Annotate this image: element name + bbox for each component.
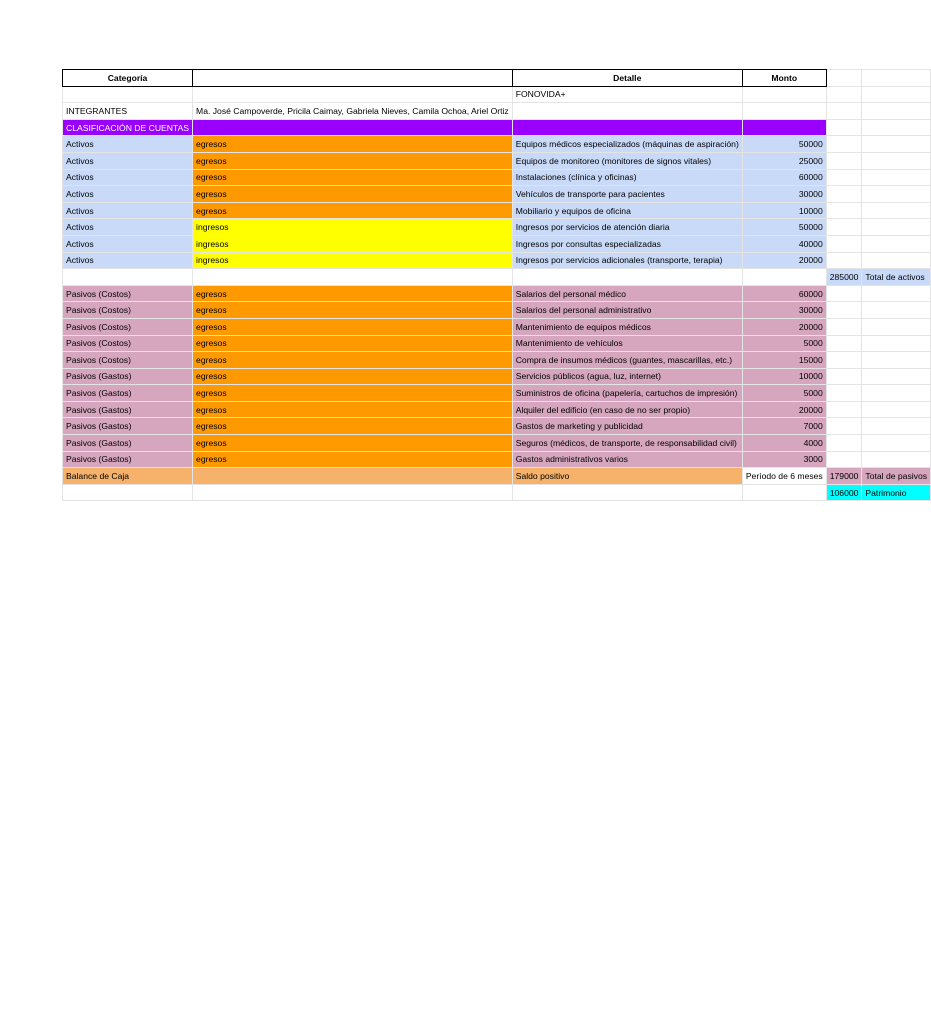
activo-row bbox=[63, 186, 931, 203]
balance-row bbox=[63, 468, 931, 485]
table-cell[interactable]: 15000 bbox=[742, 352, 826, 369]
table-cell[interactable]: egresos bbox=[193, 451, 513, 468]
table-cell[interactable] bbox=[862, 435, 931, 452]
table-cell[interactable]: Pasivos (Costos) bbox=[63, 352, 193, 369]
table-cell[interactable]: egresos bbox=[193, 385, 513, 402]
pasivo-row bbox=[63, 451, 931, 468]
table-cell[interactable]: 60000 bbox=[742, 285, 826, 302]
table-cell[interactable]: 285000 bbox=[826, 269, 862, 286]
table-cell[interactable]: Pasivos (Gastos) bbox=[63, 401, 193, 418]
activo-row bbox=[63, 219, 931, 236]
table-cell[interactable]: 7000 bbox=[742, 418, 826, 435]
activo-row bbox=[63, 169, 931, 186]
table-cell[interactable]: Pasivos (Costos) bbox=[63, 302, 193, 319]
pasivo-row bbox=[63, 368, 931, 385]
table-cell[interactable]: Período de 6 meses bbox=[742, 468, 826, 485]
table-cell[interactable]: Equipos de monitoreo (monitores de signos vitales) bbox=[512, 152, 742, 169]
table-cell[interactable]: Patrimonio bbox=[862, 484, 931, 501]
table-cell[interactable]: 50000 bbox=[742, 219, 826, 236]
table-cell[interactable]: Pasivos (Gastos) bbox=[63, 418, 193, 435]
table-cell[interactable] bbox=[826, 252, 862, 269]
table-cell[interactable]: Total de activos bbox=[862, 269, 931, 286]
table-cell[interactable]: egresos bbox=[193, 318, 513, 335]
table-cell[interactable]: Seguros (médicos, de transporte, de responsabilidad civil) bbox=[512, 435, 742, 452]
table-cell[interactable]: 60000 bbox=[742, 169, 826, 186]
table-cell[interactable] bbox=[742, 269, 826, 286]
table-cell[interactable]: 30000 bbox=[742, 186, 826, 203]
pasivo-row bbox=[63, 418, 931, 435]
table-cell[interactable] bbox=[862, 136, 931, 153]
spreadsheet-table bbox=[62, 69, 931, 501]
table-cell[interactable] bbox=[193, 119, 513, 136]
table-cell[interactable]: Activos bbox=[63, 186, 193, 203]
header-cell[interactable] bbox=[826, 70, 862, 87]
table-cell[interactable]: Gastos administrativos varios bbox=[512, 451, 742, 468]
table-cell[interactable] bbox=[862, 219, 931, 236]
activo-row bbox=[63, 252, 931, 269]
table-cell[interactable]: egresos bbox=[193, 186, 513, 203]
table-cell[interactable]: 50000 bbox=[742, 136, 826, 153]
table-cell[interactable]: 20000 bbox=[742, 401, 826, 418]
table-cell[interactable] bbox=[826, 401, 862, 418]
table-cell[interactable]: Ingresos por servicios de atención diaria bbox=[512, 219, 742, 236]
table-cell[interactable]: egresos bbox=[193, 368, 513, 385]
table-cell[interactable] bbox=[826, 451, 862, 468]
table-cell[interactable]: Saldo positivo bbox=[512, 468, 742, 485]
table-cell[interactable] bbox=[512, 103, 742, 120]
table-cell[interactable] bbox=[512, 119, 742, 136]
table-cell[interactable]: ingresos bbox=[193, 235, 513, 252]
table-cell[interactable]: 20000 bbox=[742, 318, 826, 335]
table-cell[interactable] bbox=[862, 235, 931, 252]
table-cell[interactable]: egresos bbox=[193, 302, 513, 319]
table-cell[interactable]: Pasivos (Gastos) bbox=[63, 385, 193, 402]
table-cell[interactable] bbox=[63, 269, 193, 286]
table-cell[interactable]: Activos bbox=[63, 235, 193, 252]
patrimonio-row bbox=[63, 484, 931, 501]
table-cell[interactable]: Instalaciones (clínica y oficinas) bbox=[512, 169, 742, 186]
table-cell[interactable]: Gastos de marketing y publicidad bbox=[512, 418, 742, 435]
table-cell[interactable]: INTEGRANTES bbox=[63, 103, 193, 120]
table-cell[interactable] bbox=[862, 169, 931, 186]
title-row bbox=[63, 86, 931, 103]
activo-row bbox=[63, 136, 931, 153]
table-cell[interactable]: egresos bbox=[193, 169, 513, 186]
table-cell[interactable] bbox=[63, 86, 193, 103]
pasivo-row bbox=[63, 352, 931, 369]
table-cell[interactable] bbox=[63, 484, 193, 501]
table-cell[interactable]: egresos bbox=[193, 136, 513, 153]
table-cell[interactable]: egresos bbox=[193, 285, 513, 302]
table-cell[interactable]: Ingresos por consultas especializadas bbox=[512, 235, 742, 252]
table-cell[interactable]: Mantenimiento de vehículos bbox=[512, 335, 742, 352]
table-cell[interactable]: egresos bbox=[193, 152, 513, 169]
pasivo-row bbox=[63, 385, 931, 402]
table-cell[interactable] bbox=[826, 385, 862, 402]
table-cell[interactable] bbox=[862, 302, 931, 319]
table-cell[interactable]: Ingresos por servicios adicionales (transporte, terapia) bbox=[512, 252, 742, 269]
table-cell[interactable] bbox=[826, 352, 862, 369]
table-cell[interactable]: Total de pasivos bbox=[862, 468, 931, 485]
header-cell[interactable]: Monto bbox=[742, 70, 826, 87]
table-cell[interactable] bbox=[193, 269, 513, 286]
table-cell[interactable]: Pasivos (Costos) bbox=[63, 318, 193, 335]
table-cell[interactable]: Balance de Caja bbox=[63, 468, 193, 485]
table-cell[interactable]: 179000 bbox=[826, 468, 862, 485]
table-cell[interactable] bbox=[862, 318, 931, 335]
table-cell[interactable] bbox=[826, 335, 862, 352]
table-cell[interactable] bbox=[862, 451, 931, 468]
header-cell[interactable]: Detalle bbox=[512, 70, 742, 87]
table-cell[interactable] bbox=[826, 136, 862, 153]
table-cell[interactable] bbox=[742, 86, 826, 103]
table-cell[interactable]: egresos bbox=[193, 335, 513, 352]
activo-row bbox=[63, 235, 931, 252]
table-cell[interactable]: egresos bbox=[193, 401, 513, 418]
table-cell[interactable] bbox=[862, 335, 931, 352]
table-cell[interactable] bbox=[826, 202, 862, 219]
table-cell[interactable] bbox=[862, 86, 931, 103]
table-cell[interactable] bbox=[826, 285, 862, 302]
table-cell[interactable] bbox=[193, 468, 513, 485]
table-cell[interactable] bbox=[826, 368, 862, 385]
table-cell[interactable]: 5000 bbox=[742, 335, 826, 352]
table-cell[interactable]: Servicios públicos (agua, luz, internet) bbox=[512, 368, 742, 385]
table-cell[interactable] bbox=[862, 352, 931, 369]
pasivo-row bbox=[63, 435, 931, 452]
table-cell[interactable] bbox=[193, 86, 513, 103]
table-cell[interactable]: 5000 bbox=[742, 385, 826, 402]
table-cell[interactable] bbox=[826, 152, 862, 169]
table-cell[interactable]: egresos bbox=[193, 418, 513, 435]
table-cell[interactable]: egresos bbox=[193, 352, 513, 369]
table-cell[interactable] bbox=[742, 103, 826, 120]
table-cell[interactable]: Activos bbox=[63, 169, 193, 186]
table-cell[interactable]: 10000 bbox=[742, 368, 826, 385]
pasivo-row bbox=[63, 401, 931, 418]
table-cell[interactable] bbox=[862, 401, 931, 418]
table-cell[interactable]: Mobiliario y equipos de oficina bbox=[512, 202, 742, 219]
pasivo-row bbox=[63, 285, 931, 302]
table-cell[interactable]: Salarios del personal administrativo bbox=[512, 302, 742, 319]
table-cell[interactable]: ingresos bbox=[193, 219, 513, 236]
table-cell[interactable] bbox=[862, 152, 931, 169]
table-cell[interactable]: egresos bbox=[193, 435, 513, 452]
sheet-body bbox=[63, 86, 931, 501]
table-cell[interactable]: Activos bbox=[63, 219, 193, 236]
header-cell[interactable]: Categoría bbox=[63, 70, 193, 87]
table-cell[interactable] bbox=[826, 235, 862, 252]
table-cell[interactable]: Compra de insumos médicos (guantes, mascarillas, etc.) bbox=[512, 352, 742, 369]
pasivo-row bbox=[63, 318, 931, 335]
table-cell[interactable] bbox=[862, 368, 931, 385]
table-cell[interactable]: Pasivos (Costos) bbox=[63, 335, 193, 352]
table-cell[interactable] bbox=[512, 269, 742, 286]
table-cell[interactable] bbox=[826, 103, 862, 120]
table-cell[interactable] bbox=[742, 119, 826, 136]
table-cell[interactable]: Suministros de oficina (papelería, cartuchos de impresión) bbox=[512, 385, 742, 402]
table-cell[interactable] bbox=[862, 418, 931, 435]
activo-row bbox=[63, 202, 931, 219]
table-cell[interactable] bbox=[826, 435, 862, 452]
table-cell[interactable]: Mantenimiento de equipos médicos bbox=[512, 318, 742, 335]
table-cell[interactable]: FONOVIDA+ bbox=[512, 86, 742, 103]
table-cell[interactable] bbox=[193, 484, 513, 501]
table-cell[interactable]: Activos bbox=[63, 152, 193, 169]
pasivo-row bbox=[63, 335, 931, 352]
table-cell[interactable] bbox=[862, 202, 931, 219]
table-cell[interactable] bbox=[826, 86, 862, 103]
table-cell[interactable]: Pasivos (Gastos) bbox=[63, 435, 193, 452]
integrantes-row bbox=[63, 103, 931, 120]
table-cell[interactable]: 25000 bbox=[742, 152, 826, 169]
header-cell[interactable] bbox=[193, 70, 513, 87]
table-cell[interactable]: Activos bbox=[63, 252, 193, 269]
table-cell[interactable] bbox=[826, 418, 862, 435]
table-cell[interactable]: 3000 bbox=[742, 451, 826, 468]
table-cell[interactable]: Vehículos de transporte para pacientes bbox=[512, 186, 742, 203]
pasivo-row bbox=[63, 302, 931, 319]
table-cell[interactable]: Pasivos (Gastos) bbox=[63, 368, 193, 385]
table-cell[interactable] bbox=[862, 385, 931, 402]
table-cell[interactable]: Pasivos (Costos) bbox=[63, 285, 193, 302]
table-cell[interactable] bbox=[512, 484, 742, 501]
table-cell[interactable] bbox=[862, 252, 931, 269]
table-cell[interactable]: Activos bbox=[63, 202, 193, 219]
table-cell[interactable] bbox=[826, 169, 862, 186]
table-cell[interactable] bbox=[826, 318, 862, 335]
header-row bbox=[63, 70, 931, 87]
table-cell[interactable] bbox=[862, 285, 931, 302]
table-cell[interactable]: Activos bbox=[63, 136, 193, 153]
table-cell[interactable] bbox=[862, 186, 931, 203]
table-cell[interactable]: 30000 bbox=[742, 302, 826, 319]
total-activos-row bbox=[63, 269, 931, 286]
table-cell[interactable]: 106000 bbox=[826, 484, 862, 501]
table-cell[interactable] bbox=[742, 484, 826, 501]
table-cell[interactable]: 40000 bbox=[742, 235, 826, 252]
table-cell[interactable] bbox=[826, 302, 862, 319]
header-cell[interactable] bbox=[862, 70, 931, 87]
table-cell[interactable]: Pasivos (Gastos) bbox=[63, 451, 193, 468]
table-cell[interactable] bbox=[862, 119, 931, 136]
table-cell[interactable]: 10000 bbox=[742, 202, 826, 219]
table-cell[interactable]: Ma. José Campoverde, Pricila Caimay, Gabriela Nieves, Camila Ochoa, Ariel Ortiz bbox=[193, 103, 513, 120]
table-cell[interactable] bbox=[826, 119, 862, 136]
table-cell[interactable]: 4000 bbox=[742, 435, 826, 452]
table-cell[interactable] bbox=[826, 219, 862, 236]
table-cell[interactable]: Salarios del personal médico bbox=[512, 285, 742, 302]
activo-row bbox=[63, 152, 931, 169]
table-cell[interactable]: CLASIFICACIÓN DE CUENTAS bbox=[63, 119, 193, 136]
table-cell[interactable]: egresos bbox=[193, 202, 513, 219]
table-cell[interactable] bbox=[826, 186, 862, 203]
clasificacion-row bbox=[63, 119, 931, 136]
table-cell[interactable]: Equipos médicos especializados (máquinas de aspiración) bbox=[512, 136, 742, 153]
table-cell[interactable]: Alquiler del edificio (en caso de no ser propio) bbox=[512, 401, 742, 418]
table-cell[interactable]: 20000 bbox=[742, 252, 826, 269]
table-cell[interactable] bbox=[862, 103, 931, 120]
table-cell[interactable]: ingresos bbox=[193, 252, 513, 269]
